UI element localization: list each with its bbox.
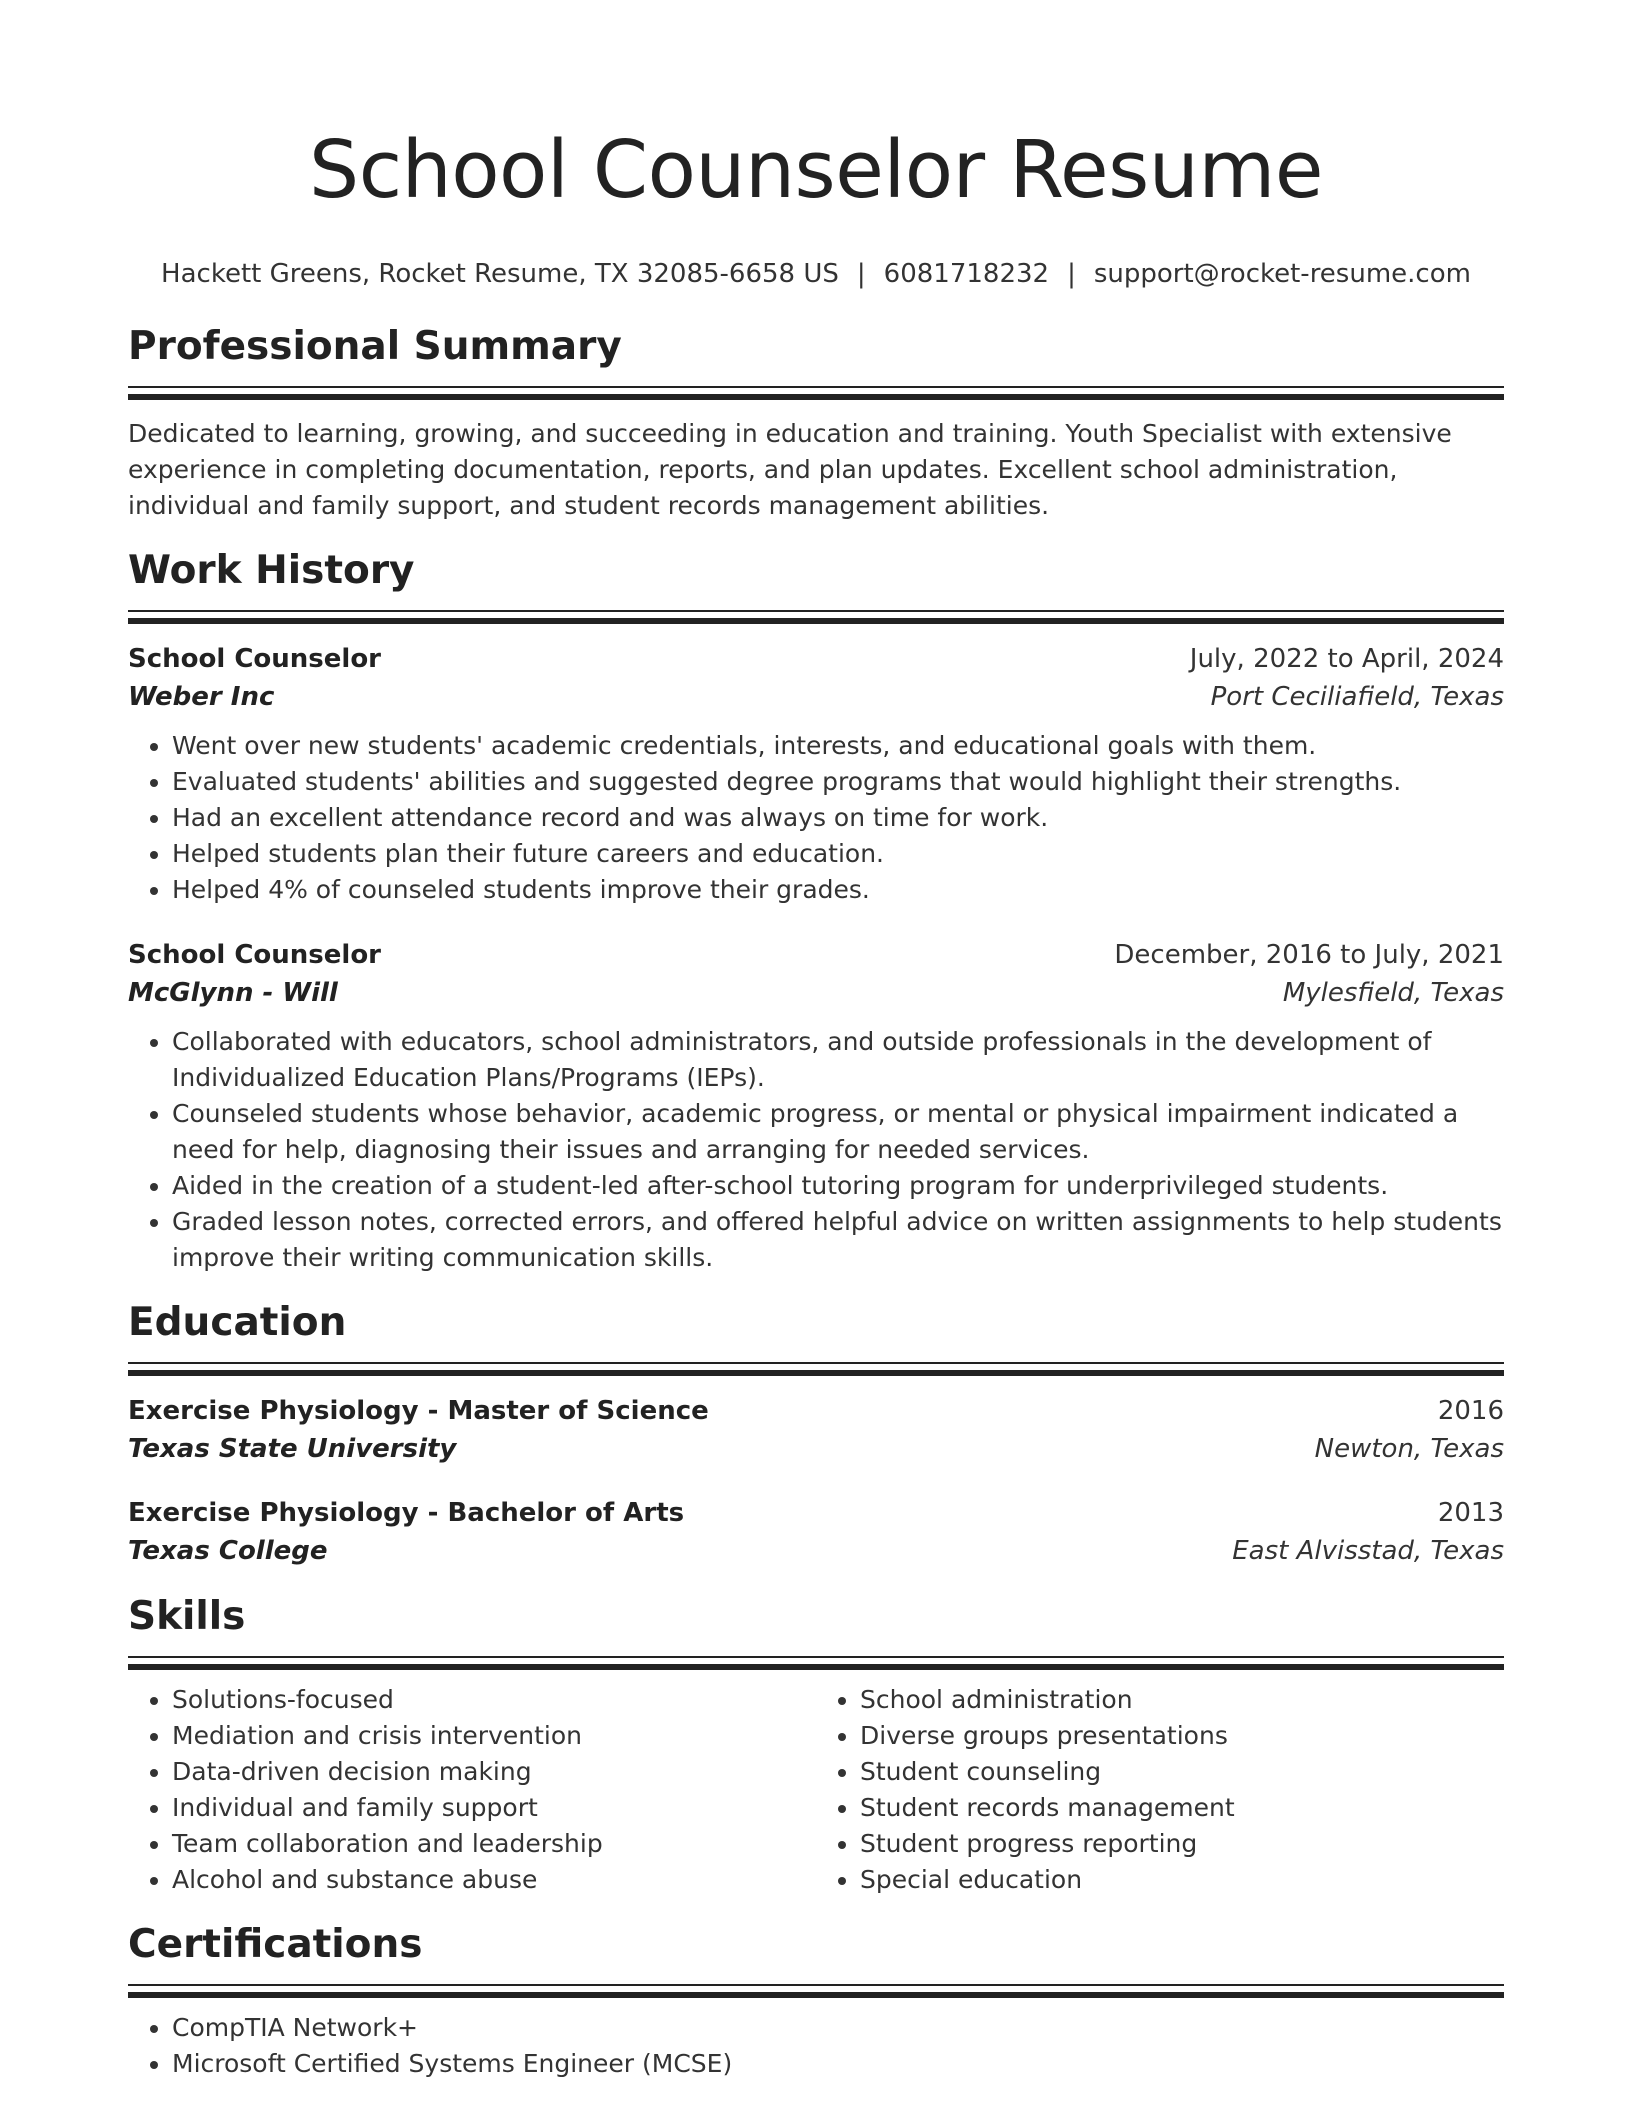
skills-section (128, 1592, 1504, 1898)
list-item: • Student counseling (860, 1754, 1504, 1790)
list-item: • Data-driven decision making (172, 1754, 816, 1790)
section-heading: Skills (128, 1594, 246, 1639)
section-heading: Education (128, 1300, 347, 1345)
list-item: • Individual and family support (172, 1790, 816, 1826)
job-company: McGlynn - Will (128, 978, 338, 1008)
list-item: • Alcohol and substance abuse (172, 1862, 816, 1898)
list-item: • Evaluated students' abilities and suggested degree programs that would highlight their strengths. (172, 764, 1504, 800)
list-item: • Mediation and crisis intervention (172, 1718, 816, 1754)
job-duties (128, 1024, 1504, 1276)
section-divider (128, 1984, 1504, 1998)
certifications-list (128, 2010, 1504, 2082)
list-item: • Helped students plan their future careers and education. (172, 836, 1504, 872)
work-history-section (128, 546, 1504, 1276)
job-title: School Counselor (128, 940, 382, 970)
job-location: Port Ceciliafield, Texas (1210, 682, 1504, 712)
contact-address: Hackett Greens, Rocket Resume, TX 32085-6658 US (161, 259, 839, 289)
list-item: • Had an excellent attendance record and was always on time for work. (172, 800, 1504, 836)
education-section (128, 1298, 1504, 1570)
list-item: • Special education (860, 1862, 1504, 1898)
job-title: School Counselor (128, 644, 382, 674)
list-item: • Graded lesson notes, corrected errors, and offered helpful advice on written assignments to help students improve their writing communication skills. (172, 1204, 1504, 1276)
list-item: • Student progress reporting (860, 1826, 1504, 1862)
school-name: Texas College (128, 1536, 328, 1566)
list-item: • Collaborated with educators, school administrators, and outside professionals in the development of Individualized Education Plans/Programs (IEPs). (172, 1024, 1504, 1096)
section-heading: Work History (128, 548, 415, 593)
certifications-section (128, 1920, 1504, 2082)
degree-year: 2013 (1437, 1498, 1504, 1528)
skills-list-right (816, 1682, 1504, 1898)
job-dates: July, 2022 to April, 2024 (1189, 644, 1504, 674)
list-item: • Team collaboration and leadership (172, 1826, 816, 1862)
job-entry (128, 936, 1504, 1276)
list-item: • School administration (860, 1682, 1504, 1718)
school-location: Newton, Texas (1314, 1434, 1504, 1464)
degree-title: Exercise Physiology - Master of Science (128, 1396, 709, 1426)
job-company: Weber Inc (128, 682, 275, 712)
job-entry (128, 640, 1504, 908)
education-entry (128, 1392, 1504, 1468)
list-item: • Student records management (860, 1790, 1504, 1826)
contact-separator: | (1067, 259, 1076, 289)
summary-text: Dedicated to learning, growing, and succeeding in education and training. Youth Specialist with extensive experience in completing documentation, reports, and plan updates. Excellent school administration, individual and family support, and student records management abilities. (128, 419, 1452, 520)
section-divider (128, 386, 1504, 400)
list-item: • Aided in the creation of a student-led after-school tutoring program for underprivileged students. (172, 1168, 1504, 1204)
education-entry (128, 1494, 1504, 1570)
list-item: • Counseled students whose behavior, academic progress, or mental or physical impairment indicated a need for help, diagnosing their issues and arranging for needed services. (172, 1096, 1504, 1168)
skills-columns (128, 1670, 1504, 1898)
resume-title: School Counselor Resume (309, 124, 1323, 216)
school-location: East Alvisstad, Texas (1232, 1536, 1504, 1566)
section-divider (128, 1656, 1504, 1670)
summary-section (128, 322, 1504, 524)
contact-separator: | (856, 259, 866, 289)
job-duties (128, 728, 1504, 908)
section-divider (128, 610, 1504, 624)
list-item: • Diverse groups presentations (860, 1718, 1504, 1754)
job-dates: December, 2016 to July, 2021 (1114, 940, 1504, 970)
degree-year: 2016 (1437, 1396, 1504, 1426)
section-divider (128, 1362, 1504, 1376)
list-item: • Helped 4% of counseled students improve their grades. (172, 872, 1504, 908)
list-item: • Solutions-focused (172, 1682, 816, 1718)
school-name: Texas State University (128, 1434, 457, 1464)
list-item: • CompTIA Network+ (172, 2010, 1504, 2046)
list-item: • Microsoft Certified Systems Engineer (MCSE) (172, 2046, 1504, 2082)
degree-title: Exercise Physiology - Bachelor of Arts (128, 1498, 685, 1528)
list-item: • Went over new students' academic credentials, interests, and educational goals with them. (172, 728, 1504, 764)
contact-phone: 6081718232 (883, 259, 1050, 289)
section-heading: Certifications (128, 1922, 423, 1967)
section-heading: Professional Summary (128, 324, 622, 369)
skills-list-left (128, 1682, 816, 1898)
contact-line (128, 256, 1504, 292)
job-location: Mylesfield, Texas (1282, 978, 1504, 1008)
contact-email[interactable]: support@rocket-resume.com (1093, 259, 1471, 289)
